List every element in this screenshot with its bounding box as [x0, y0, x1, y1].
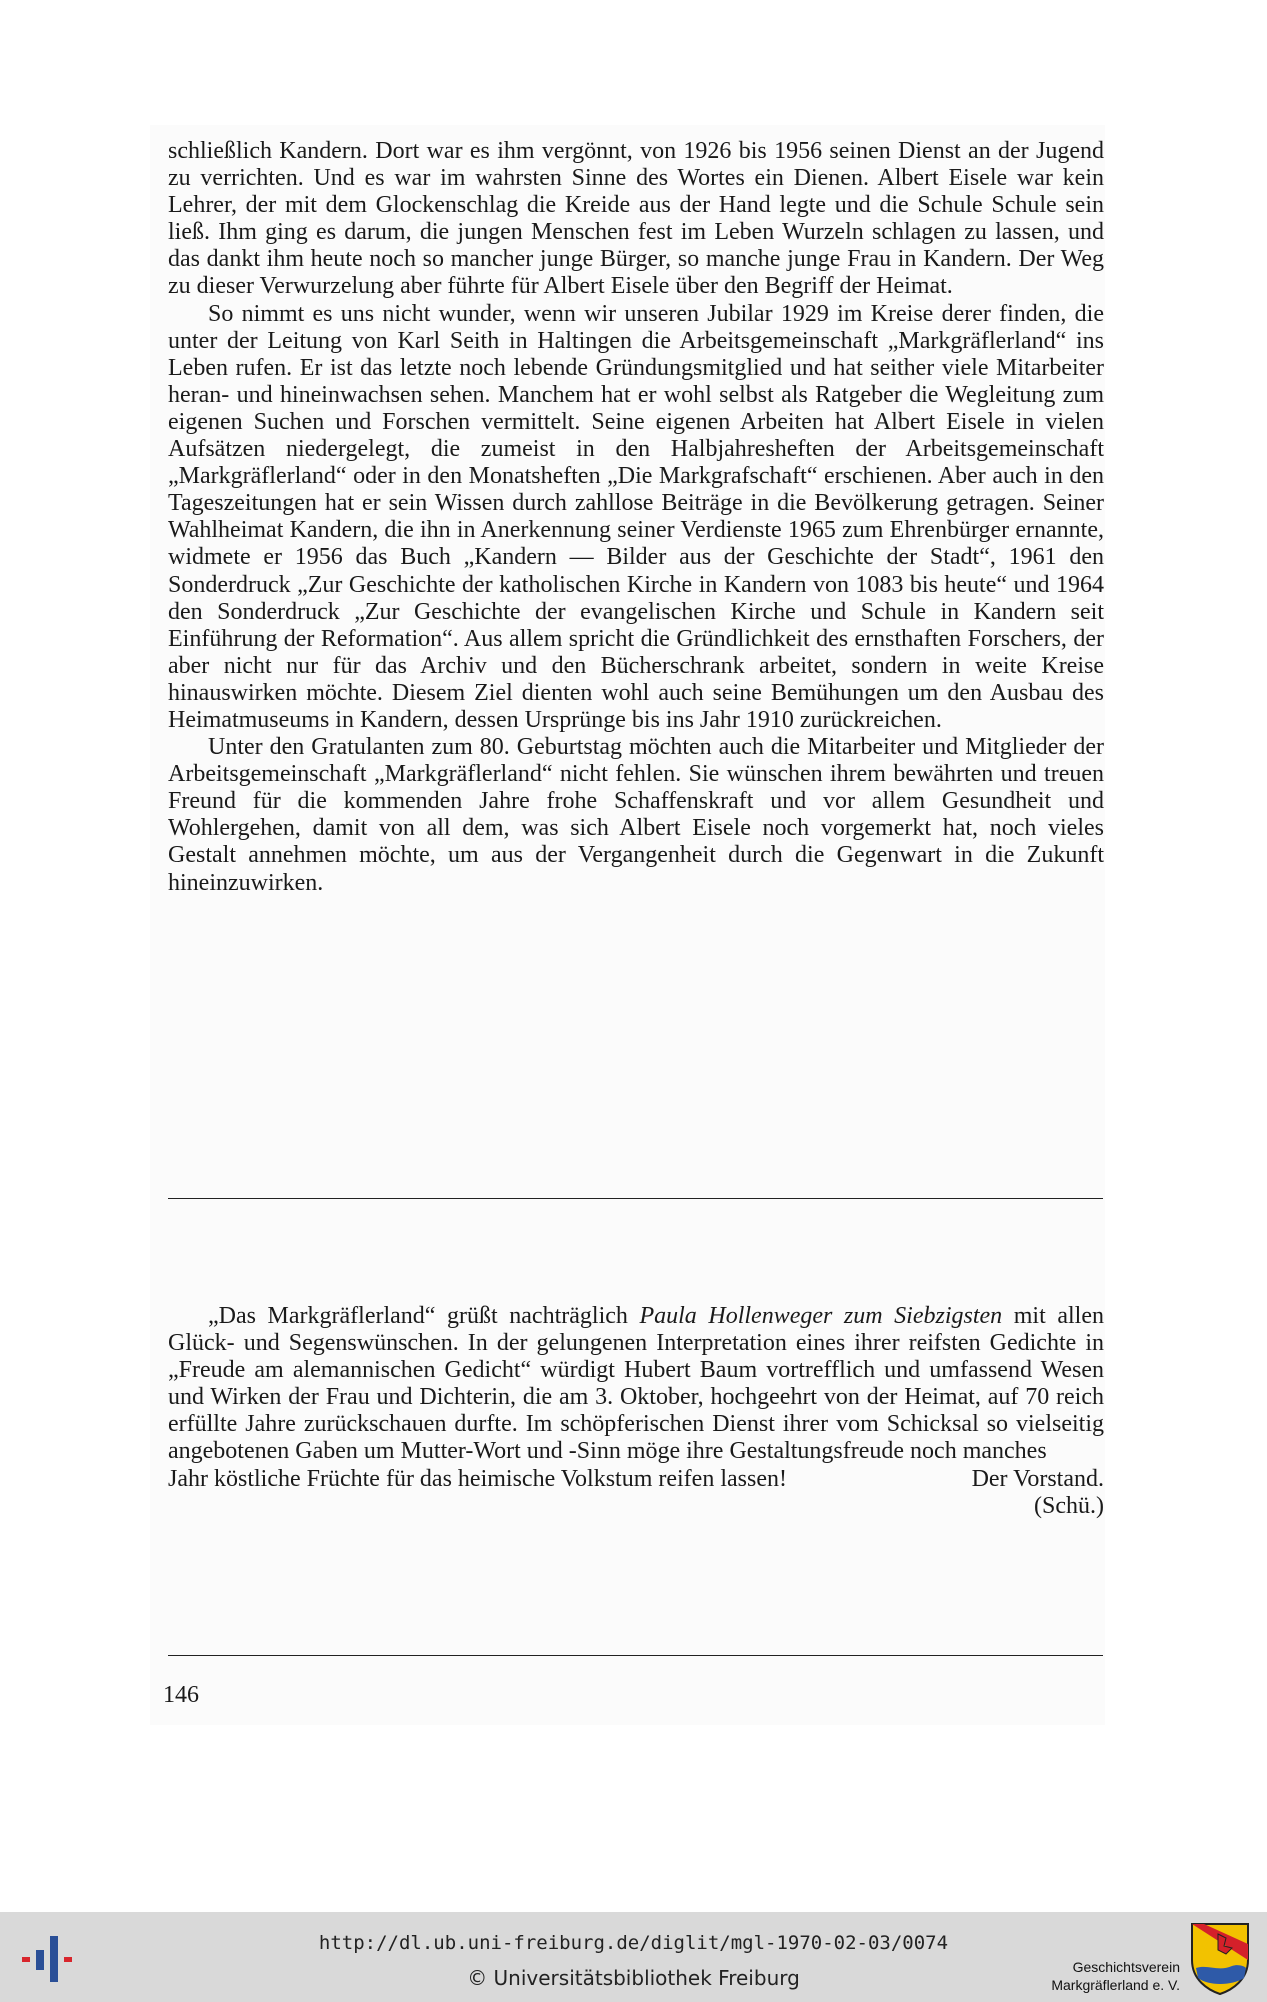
notice-paragraph	[168, 1303, 1104, 1466]
paragraph-3: Unter den Gratulanten zum 80. Geburtstag möchten auch die Mitarbeiter und Mitglieder der Arbeitsgemeinschaft „Markgräflerland“ nicht fehlen. Sie wünschen ihrem bewährten und treuen Freund für die kommenden Jahre frohe Schaffenskraft und vor allem Gesundheit und Wohlergehen, damit von all dem, was sich Albert Eisele noch vorgemerkt hat, noch vieles Gestalt annehmen möchte, um aus der Vergangenheit durch die Gegenwart in die Zukunft hineinzuwirken.	[168, 734, 1104, 896]
separator-rule-bottom	[168, 1655, 1103, 1656]
paragraph-2: So nimmt es uns nicht wunder, wenn wir unseren Jubilar 1929 im Kreise derer finden, die unter der Leitung von Karl Seith in Haltingen die Arbeitsgemeinschaft „Markgräflerland“ ins Leben rufen. Er ist das letzte noch lebende Gründungsmitglied und hat seither viele Mitarbeiter heran- und hineinwachsen sehen. Manchem hat er wohl selbst als Ratgeber die Wegleitung zum eigenen Suchen und Forschen vermittelt. Seine eigenen Arbeiten hat Albert Eisele in vielen Aufsätzen niedergelegt, die zumeist in den Halbjahresheften der Arbeitsgemeinschaft „Markgräflerland“ oder in den Monatsheften „Die Markgrafschaft“ erschienen. Aber auch in den Tageszeitungen hat er sein Wissen durch zahllose Beiträge in die Bevölkerung getragen. Seiner Wahlheimat Kandern, die ihn in Anerkennung seiner Verdienste 1965 zum Ehrenbürger ernannte, widmete er 1956 das Buch „Kandern — Bilder aus der Geschichte der Stadt“, 1961 den Sonderdruck „Zur Geschichte der katholischen Kirche in Kandern von 1083 bis heute“ und 1964 den Sonderdruck „Zur Geschichte der evangelischen Kirche und Schule in Kandern seit Einführung der Reformation“. Aus allem spricht die Gründlichkeit des ernsthaften Forschers, der aber nicht nur für das Archiv und den Bücherschrank arbeitet, sondern in weite Kreise hinauswirken möchte. Diesem Ziel dienten wohl auch seine Bemühungen um den Ausbau des Heimatmuseums in Kandern, dessen Ursprünge bis ins Jahr 1910 zurückreichen.	[168, 300, 1104, 733]
paragraph-1: schließlich Kandern. Dort war es ihm vergönnt, von 1926 bis 1956 seinen Dienst an der Jugend zu verrichten. Und es war im wahrsten Sinne des Wortes ein Dienen. Albert Eisele war kein Lehrer, der mit dem Glockenschlag die Kreide aus der Hand legte und die Schule Schule sein ließ. Ihm ging es darum, die jungen Menschen fest im Leben Wurzeln schlagen zu lassen, und das dankt ihm heute noch so mancher junge Bürger, so manche junge Frau in Kandern. Der Weg zu dieser Verwurzelung aber führte für Albert Eisele über den Begriff der Heimat.	[168, 138, 1104, 300]
footer-bar	[0, 1912, 1267, 2002]
separator-rule-top	[168, 1198, 1103, 1199]
notice-lead: „Das Markgräflerland“ grüßt nachträglich	[208, 1303, 640, 1329]
main-article-text	[168, 138, 1104, 897]
notice-last-line: Jahr köstliche Früchte für das heimische Volkstum reifen lassen!	[168, 1465, 787, 1492]
birthday-notice	[168, 1303, 1104, 1520]
society-name-line-2: Markgräflerland e. V.	[1051, 1977, 1180, 1993]
notice-honoree: Paula Hollenweger zum Siebzigsten	[639, 1303, 1003, 1329]
society-name	[1020, 1958, 1180, 1994]
copyright-notice: © Universitätsbibliothek Freiburg	[467, 1966, 800, 1990]
society-coat-of-arms-icon[interactable]	[1188, 1920, 1252, 1996]
notice-closing-line	[168, 1466, 1104, 1493]
notice-signature-abbr: (Schü.)	[1034, 1492, 1104, 1519]
page-number: 146	[163, 1682, 199, 1708]
notice-signature: Der Vorstand.	[971, 1465, 1104, 1492]
society-name-line-1: Geschichtsverein	[1072, 1959, 1180, 1975]
permalink-url[interactable]: http://dl.ub.uni-freiburg.de/diglit/mgl-1970-02-03/0074	[318, 1932, 949, 1954]
notice-body: mit allen Glück- und Segenswünschen. In der gelungenen Interpretation eines ihrer reifsten Gedichte in „Freude am alemannischen Gedicht“ würdigt Hubert Baum vortrefflich und umfassend Wesen und Wirken der Frau und Dichterin, die am 3. Oktober, hochgeehrt von der Heimat, auf 70 reich erfüllte Jahre zurückschauen durfte. Im schöpferischen Dienst ihrer vom Schicksal so vielseitig angebotenen Gaben um Mutter-Wort und -Sinn möge ihre Gestaltungsfreude noch manches	[168, 1303, 1104, 1465]
